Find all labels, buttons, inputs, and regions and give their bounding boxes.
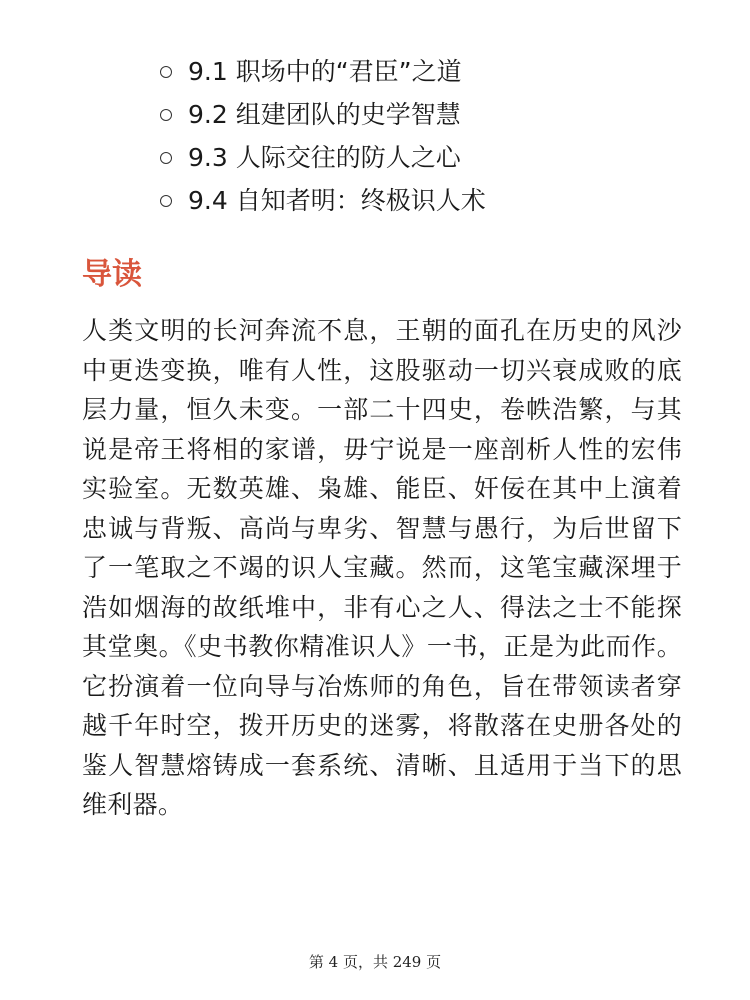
intro-paragraph: 人类文明的长河奔流不息，王朝的面孔在历史的风沙中更迭变换，唯有人性，这股驱动一切兴衰成败的底层力量，恒久未变。一部二十四史，卷帙浩繁，与其说是帝王将相的家谱，毋宁说是一座剖析人性的宏伟实验室。无数英雄、枭雄、能臣、奸佞在其中上演着忠诚与背叛、高尚与卑劣、智慧与愚行，为后世留下了一笔取之不竭的识人宝藏。然而，这笔宝藏深埋于浩如烟海的故纸堆中，非有心之人、得法之士不能探其堂奥。《史书教你精准识人》一书，正是为此而作。它扮演着一位向导与冶炼师的角色，旨在带领读者穿越千年时空，拨开历史的迷雾，将散落在史册各处的鉴人智慧熔铸成一套系统、清晰、且适用于当下的思维利器。 <box>82 316 682 819</box>
toc-item[interactable] <box>160 136 486 179</box>
toc-item-label: 9.2 组建团队的史学智慧 <box>188 100 461 129</box>
toc-item-label: 9.1 职场中的“君臣”之道 <box>188 57 462 86</box>
toc-item[interactable] <box>160 93 486 136</box>
hollow-circle-bullet-icon <box>160 66 172 78</box>
toc-item-label: 9.4 自知者明：终极识人术 <box>188 186 486 215</box>
hollow-circle-bullet-icon <box>160 195 172 207</box>
toc-item[interactable] <box>160 50 486 93</box>
toc-item[interactable] <box>160 179 486 222</box>
page-number: 第 4 页，共 249 页 <box>308 953 442 971</box>
toc-item-label: 9.3 人际交往的防人之心 <box>188 143 461 172</box>
section-heading: 导读 <box>82 257 142 292</box>
hollow-circle-bullet-icon <box>160 152 172 164</box>
table-of-contents <box>160 50 486 222</box>
hollow-circle-bullet-icon <box>160 109 172 121</box>
